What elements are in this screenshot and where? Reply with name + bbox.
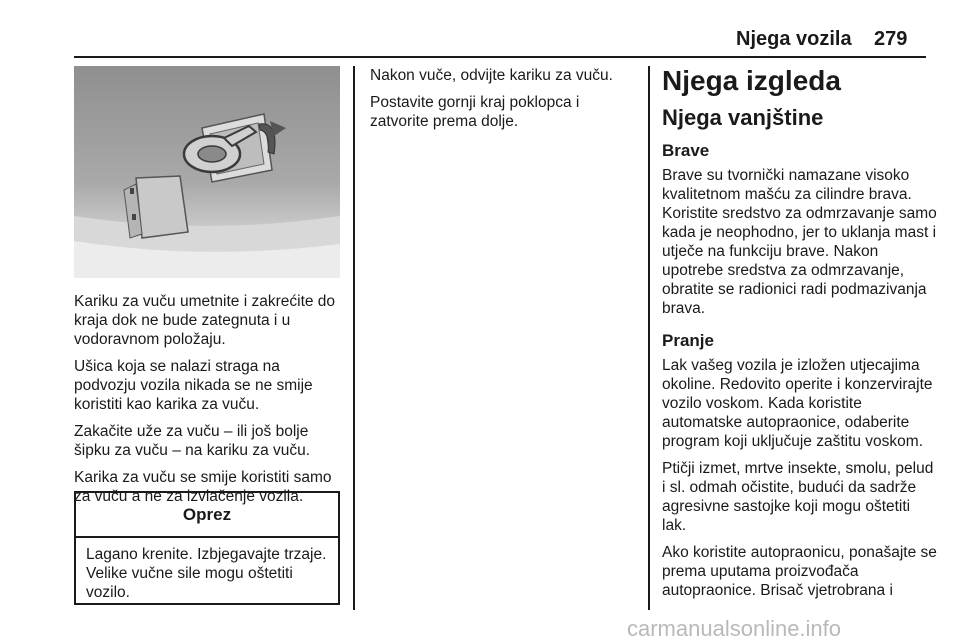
page-number: 279 bbox=[874, 28, 908, 50]
page-header-title: Njega vozila bbox=[736, 28, 852, 50]
paragraph: Postavite gornji kraj poklopca i zatvorite prema dolje. bbox=[370, 94, 580, 130]
section-heading-main: Njega izgleda bbox=[662, 65, 841, 96]
section-brave bbox=[662, 140, 937, 318]
caution-box bbox=[74, 491, 340, 605]
middle-column-text bbox=[370, 66, 642, 139]
paragraph: Nakon vuče, odvijte kariku za vuču. bbox=[370, 67, 613, 84]
caution-title: Oprez bbox=[76, 493, 338, 538]
subsection-heading: Brave bbox=[662, 141, 710, 160]
paragraph: Ptičji izmet, mrtve insekte, smolu, pelud i sl. odmah očistite, budući da sadrže agresivne sastojke koji mogu oštetiti lak. bbox=[662, 460, 934, 534]
paragraph: Karika za vuču se smije koristiti samo za vuču a ne za izvlačenje vozila. bbox=[74, 469, 332, 505]
caution-text: Lagano krenite. Izbjegavajte trzaje. Velike vučne sile mogu oštetiti vozilo. bbox=[86, 546, 327, 601]
section-heading-sub: Njega vanjštine bbox=[662, 105, 824, 130]
paragraph: Kariku za vuču umetnite i zakrećite do kraja dok ne bude zategnuta i u vodoravnom položaju. bbox=[74, 293, 336, 348]
paragraph: Ušica koja se nalazi straga na podvozju vozila nikada se ne smije koristiti kao karika za vuču. bbox=[74, 358, 313, 413]
section-pranje bbox=[662, 330, 937, 600]
header-divider bbox=[74, 56, 926, 58]
paragraph: Lak vašeg vozila je izložen utjecajima okoline. Redovito operite i konzervirajte vozilo voskom. Kada koristite automatske autopraonice, odaberite program koji uključuje zaštitu voskom. bbox=[662, 357, 933, 450]
paragraph: Ako koristite autopraonicu, ponašajte se prema uputama proizvođača autopraonice. Brisač vjetrobrana i bbox=[662, 544, 937, 599]
paragraph: Brave su tvornički namazane visoko kvalitetnom mašću za cilindre brava. Koristite sredstvo za odmrzavanje samo kada je neophodno, jer to uklanja mast i utječe na funkciju brave. Nakon upotrebe sredstva za odmrzavanje, obratite se radionici radi podmazivanja brava. bbox=[662, 167, 937, 317]
subsection-heading: Pranje bbox=[662, 331, 714, 350]
tow-eye-cover-illustration bbox=[74, 66, 340, 278]
paragraph: Zakačite uže za vuču – ili još bolje šipku za vuču – na kariku za vuču. bbox=[74, 423, 311, 459]
right-column-text bbox=[662, 64, 937, 612]
watermark: carmanualsonline.info bbox=[627, 616, 842, 641]
column-divider bbox=[648, 66, 650, 610]
column-divider bbox=[353, 66, 355, 610]
left-column-text bbox=[74, 292, 346, 514]
